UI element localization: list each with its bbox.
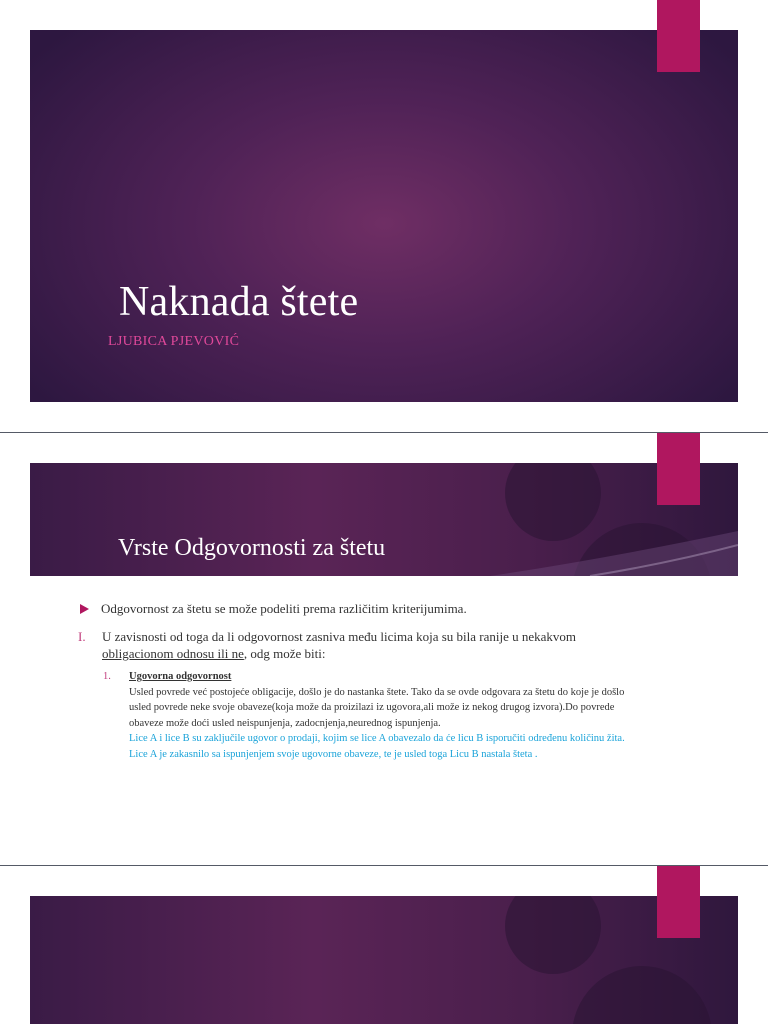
sub-item-body bbox=[129, 669, 629, 762]
accent-tab bbox=[657, 866, 700, 938]
header-band bbox=[30, 463, 738, 576]
decorative-circles bbox=[30, 896, 738, 1024]
slide-next bbox=[0, 866, 768, 1024]
roman-item-text bbox=[102, 628, 622, 662]
accent-tab bbox=[657, 433, 700, 505]
title-background-panel bbox=[30, 30, 738, 402]
slide-content bbox=[0, 433, 768, 865]
slide-heading: Vrste Odgovornosti za štetu bbox=[118, 535, 386, 561]
sub-item-number: 1. bbox=[103, 671, 111, 682]
roman-text-underlined: obligacionom odnosu ili ne bbox=[102, 646, 244, 661]
slide-title bbox=[0, 0, 768, 432]
roman-text-after: , odg može biti: bbox=[243, 646, 326, 661]
header-band bbox=[30, 896, 738, 1024]
roman-text-before: U zavisnosti od toga da li odgovornost zasniva među licima koja su bila ranije u nekakvom bbox=[102, 629, 577, 644]
accent-tab bbox=[657, 0, 700, 72]
sub-item-example: Lice A i lice B su zaključile ugovor o prodaji, kojim se lice A obavezalo da će licu B isporučiti određenu količinu žita. Lice A je zakasnilo sa ispunjenjem svoje ugovorne obaveze, te je usled toga Licu B nastala šteta . bbox=[129, 733, 625, 760]
slide-author: LJUBICA PJEVOVIĆ bbox=[108, 334, 240, 349]
slide-title-text: Naknada štete bbox=[119, 279, 359, 325]
sub-item-description: Usled povrede već postojeće obligacije, došlo je do nastanka štete. Tako da se ovde odgovara za štetu do koje je došlo usled povrede neke svoje obaveze(koja može da proizilazi iz ugovora,ali može iz nekog drugog izvora).Do povrede obaveze može doći usled neispunjenja, zadocnjenja,neurednog ispunjenja. bbox=[129, 686, 625, 729]
bullet-text: Odgovornost za štetu se može podeliti prema različitim kriterijumima. bbox=[101, 601, 467, 616]
triangle-bullet-icon bbox=[80, 604, 89, 614]
roman-numeral: I. bbox=[78, 629, 86, 644]
sub-item-title: Ugovorna odgovornost bbox=[129, 671, 232, 682]
